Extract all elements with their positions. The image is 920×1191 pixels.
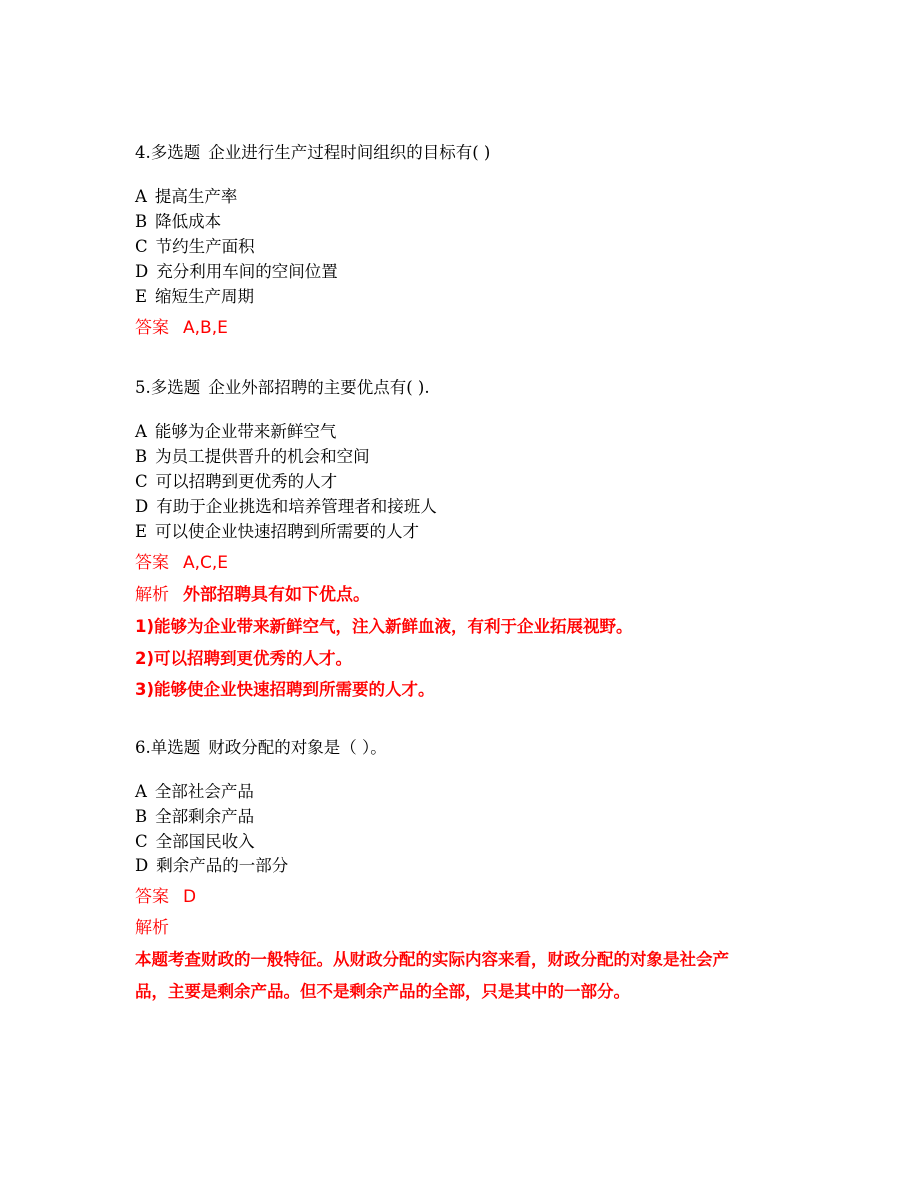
question-number: 6. bbox=[135, 738, 151, 757]
option-text: 全部国民收入 bbox=[155, 832, 255, 851]
option-letter: B bbox=[135, 447, 148, 466]
question-4-option-a bbox=[135, 187, 237, 207]
question-6-explanation-line-2: 品，主要是剩余产品。但不是剩余产品的全部，只是其中的一部分。 bbox=[135, 982, 630, 1001]
option-text: 剩余产品的一部分 bbox=[156, 856, 289, 875]
option-letter: D bbox=[135, 497, 149, 516]
question-stem: 企业进行生产过程时间组织的目标有( ) bbox=[208, 143, 491, 162]
question-6-answer bbox=[135, 887, 196, 907]
option-letter: A bbox=[135, 187, 147, 206]
question-4-option-b bbox=[135, 212, 221, 232]
option-letter: A bbox=[135, 782, 147, 801]
question-type: 单选题 bbox=[150, 738, 201, 757]
question-5-explanation-line-1: 1)能够为企业带来新鲜空气，注入新鲜血液，有利于企业拓展视野。 bbox=[135, 617, 633, 636]
question-6-option-b bbox=[135, 807, 254, 827]
answer-label: 答案 bbox=[135, 553, 169, 573]
option-letter: E bbox=[135, 287, 148, 306]
question-5-explanation-line-2: 2)可以招聘到更优秀的人才。 bbox=[135, 649, 353, 668]
option-text: 全部社会产品 bbox=[154, 782, 254, 801]
option-letter: D bbox=[135, 262, 149, 281]
option-text: 有助于企业挑选和培养管理者和接班人 bbox=[156, 497, 437, 516]
question-5-answer bbox=[135, 553, 228, 573]
question-5-option-b bbox=[135, 447, 370, 467]
option-text: 全部剩余产品 bbox=[155, 807, 255, 826]
question-stem: 企业外部招聘的主要优点有( ). bbox=[208, 378, 430, 397]
option-text: 可以招聘到更优秀的人才 bbox=[155, 472, 338, 491]
option-text: 缩短生产周期 bbox=[155, 287, 255, 306]
option-letter: C bbox=[135, 832, 148, 851]
question-6-option-a bbox=[135, 782, 254, 802]
option-letter: A bbox=[135, 422, 147, 441]
option-text: 可以使企业快速招聘到所需要的人才 bbox=[155, 522, 420, 541]
option-text: 提高生产率 bbox=[154, 187, 238, 206]
option-letter: B bbox=[135, 807, 148, 826]
question-5-option-c bbox=[135, 472, 337, 492]
question-5-explanation-line-3: 3)能够使企业快速招聘到所需要的人才。 bbox=[135, 680, 435, 699]
question-4-option-e bbox=[135, 287, 254, 307]
option-text: 降低成本 bbox=[155, 212, 222, 231]
option-text: 能够为企业带来新鲜空气 bbox=[154, 422, 337, 441]
answer-value: A,B,E bbox=[183, 318, 228, 338]
option-text: 节约生产面积 bbox=[155, 237, 255, 256]
question-4-answer bbox=[135, 318, 228, 338]
explanation-label: 解析 bbox=[135, 918, 169, 938]
option-letter: C bbox=[135, 237, 148, 256]
question-5-option-e bbox=[135, 522, 419, 542]
question-type: 多选题 bbox=[150, 143, 201, 162]
question-6-explanation-heading bbox=[135, 918, 169, 938]
question-5-title bbox=[135, 378, 430, 398]
answer-value: A,C,E bbox=[183, 553, 229, 573]
question-stem: 财政分配的对象是（ ）。 bbox=[208, 738, 387, 757]
explanation-label: 解析 bbox=[135, 585, 169, 605]
question-4-option-d bbox=[135, 262, 338, 282]
question-5-option-a bbox=[135, 422, 336, 442]
explanation-intro: 外部招聘具有如下优点。 bbox=[183, 585, 370, 605]
option-letter: B bbox=[135, 212, 148, 231]
question-4-option-c bbox=[135, 237, 255, 257]
answer-value: D bbox=[183, 887, 197, 907]
question-type: 多选题 bbox=[150, 378, 201, 397]
question-6-option-c bbox=[135, 832, 255, 852]
answer-label: 答案 bbox=[135, 318, 169, 338]
question-6-explanation-line-1: 本题考查财政的一般特征。从财政分配的实际内容来看，财政分配的对象是社会产 bbox=[135, 950, 729, 969]
question-6-title bbox=[135, 738, 387, 758]
question-5-explanation-heading bbox=[135, 585, 370, 605]
question-number: 5. bbox=[135, 378, 151, 397]
option-letter: C bbox=[135, 472, 148, 491]
option-letter: E bbox=[135, 522, 148, 541]
option-text: 为员工提供晋升的机会和空间 bbox=[155, 447, 370, 466]
option-text: 充分利用车间的空间位置 bbox=[156, 262, 338, 281]
answer-label: 答案 bbox=[135, 887, 169, 907]
question-6-option-d bbox=[135, 856, 288, 876]
question-5-option-d bbox=[135, 497, 437, 517]
question-number: 4. bbox=[135, 143, 151, 162]
question-4-title bbox=[135, 143, 490, 163]
option-letter: D bbox=[135, 856, 149, 875]
